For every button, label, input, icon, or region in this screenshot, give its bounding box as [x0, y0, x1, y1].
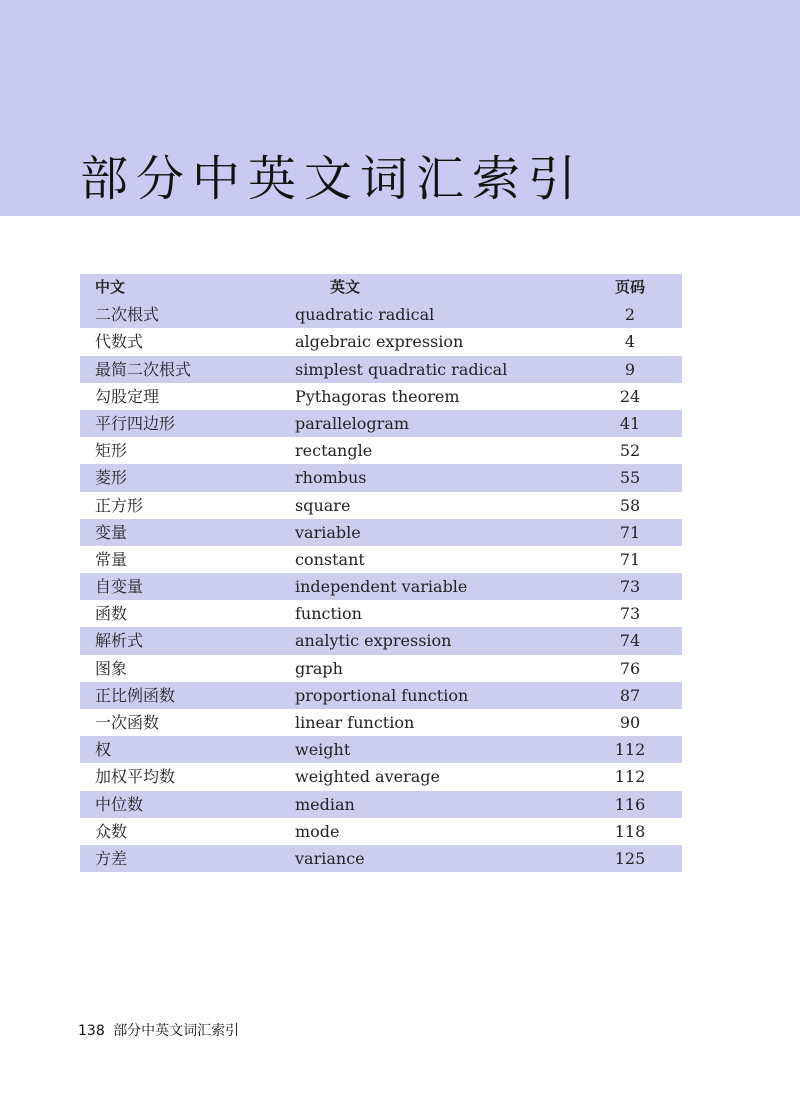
cell-english: linear function	[295, 713, 415, 732]
cell-page: 71	[619, 549, 641, 569]
cell-english: constant	[295, 549, 365, 569]
cell-chinese: 变量	[95, 522, 128, 542]
cell-english: rectangle	[295, 441, 373, 461]
cell-chinese: 菱形	[95, 468, 128, 488]
footer-section-title: 部分中英文词汇索引	[113, 1023, 240, 1039]
cell-chinese: 常量	[95, 549, 128, 569]
table-row	[80, 600, 682, 627]
cell-page: 9	[624, 359, 636, 379]
cell-page: 116	[614, 794, 646, 814]
cell-page: 90	[619, 713, 641, 732]
cell-chinese: 众数	[95, 821, 128, 841]
cell-page: 112	[614, 767, 646, 787]
table-row	[80, 492, 682, 519]
cell-page: 118	[614, 821, 646, 841]
cell-chinese: 权	[95, 740, 112, 760]
table-row	[80, 818, 682, 845]
cell-chinese: 解析式	[95, 631, 144, 651]
cell-english: weighted average	[295, 767, 440, 787]
table-row	[80, 791, 682, 818]
header-page: 页码	[614, 278, 645, 296]
table-row	[80, 464, 682, 491]
cell-english: square	[295, 495, 351, 515]
cell-chinese: 一次函数	[95, 713, 160, 732]
cell-chinese: 函数	[95, 604, 128, 624]
table-row	[80, 356, 682, 383]
cell-chinese: 自变量	[95, 577, 144, 597]
table-row	[80, 301, 682, 328]
cell-chinese: 正方形	[95, 495, 144, 515]
cell-chinese: 二次根式	[95, 305, 160, 325]
table-row	[80, 709, 682, 736]
cell-english: weight	[295, 740, 351, 760]
table-row	[80, 655, 682, 682]
cell-chinese: 图象	[95, 658, 128, 678]
cell-chinese: 代数式	[95, 332, 144, 352]
cell-chinese: 平行四边形	[95, 413, 176, 433]
cell-english: graph	[295, 658, 343, 678]
table-row	[80, 437, 682, 464]
page-footer	[78, 1020, 239, 1040]
table-row	[80, 763, 682, 790]
cell-english: variance	[295, 848, 365, 868]
cell-english: rhombus	[295, 468, 367, 488]
cell-chinese: 加权平均数	[95, 767, 176, 787]
cell-page: 74	[619, 631, 641, 651]
cell-page: 73	[619, 604, 641, 624]
page-title: 部分中英文词汇索引	[80, 151, 585, 207]
cell-page: 71	[619, 522, 641, 542]
cell-english: Pythagoras theorem	[295, 386, 460, 406]
table-row	[80, 736, 682, 763]
cell-page: 41	[619, 413, 641, 433]
cell-page: 55	[619, 468, 641, 488]
vocabulary-index-table	[80, 274, 682, 872]
cell-english: algebraic expression	[295, 332, 464, 352]
header-english: 英文	[330, 278, 361, 296]
cell-chinese: 勾股定理	[95, 386, 160, 406]
cell-english: function	[295, 604, 362, 624]
cell-english: proportional function	[295, 685, 469, 705]
cell-page: 2	[624, 305, 636, 325]
cell-english: analytic expression	[295, 631, 452, 651]
cell-english: variable	[295, 522, 361, 542]
cell-page: 58	[619, 495, 641, 515]
cell-english: simplest quadratic radical	[295, 359, 508, 379]
cell-page: 112	[614, 740, 646, 760]
cell-english: median	[295, 794, 355, 814]
cell-english: quadratic radical	[295, 305, 435, 325]
table-header	[80, 274, 682, 301]
cell-page: 125	[614, 848, 646, 868]
cell-english: mode	[295, 821, 340, 841]
table-row	[80, 519, 682, 546]
cell-chinese: 正比例函数	[95, 685, 176, 705]
table-row	[80, 682, 682, 709]
cell-page: 4	[624, 332, 636, 352]
cell-page: 52	[619, 441, 641, 461]
title-banner	[0, 0, 800, 216]
header-chinese: 中文	[95, 278, 126, 296]
cell-chinese: 方差	[95, 848, 128, 868]
table-row	[80, 410, 682, 437]
table-row	[80, 383, 682, 410]
table-row	[80, 573, 682, 600]
table-row	[80, 546, 682, 573]
cell-english: independent variable	[295, 577, 468, 597]
cell-chinese: 最简二次根式	[95, 359, 192, 379]
cell-page: 87	[619, 685, 641, 705]
table-row	[80, 627, 682, 654]
table-row	[80, 845, 682, 872]
cell-page: 76	[619, 658, 641, 678]
footer-page-number: 138	[78, 1023, 105, 1039]
cell-english: parallelogram	[295, 413, 410, 433]
cell-page: 73	[619, 577, 641, 597]
cell-chinese: 中位数	[95, 794, 144, 814]
cell-chinese: 矩形	[95, 441, 128, 461]
table-row	[80, 328, 682, 355]
cell-page: 24	[619, 386, 641, 406]
